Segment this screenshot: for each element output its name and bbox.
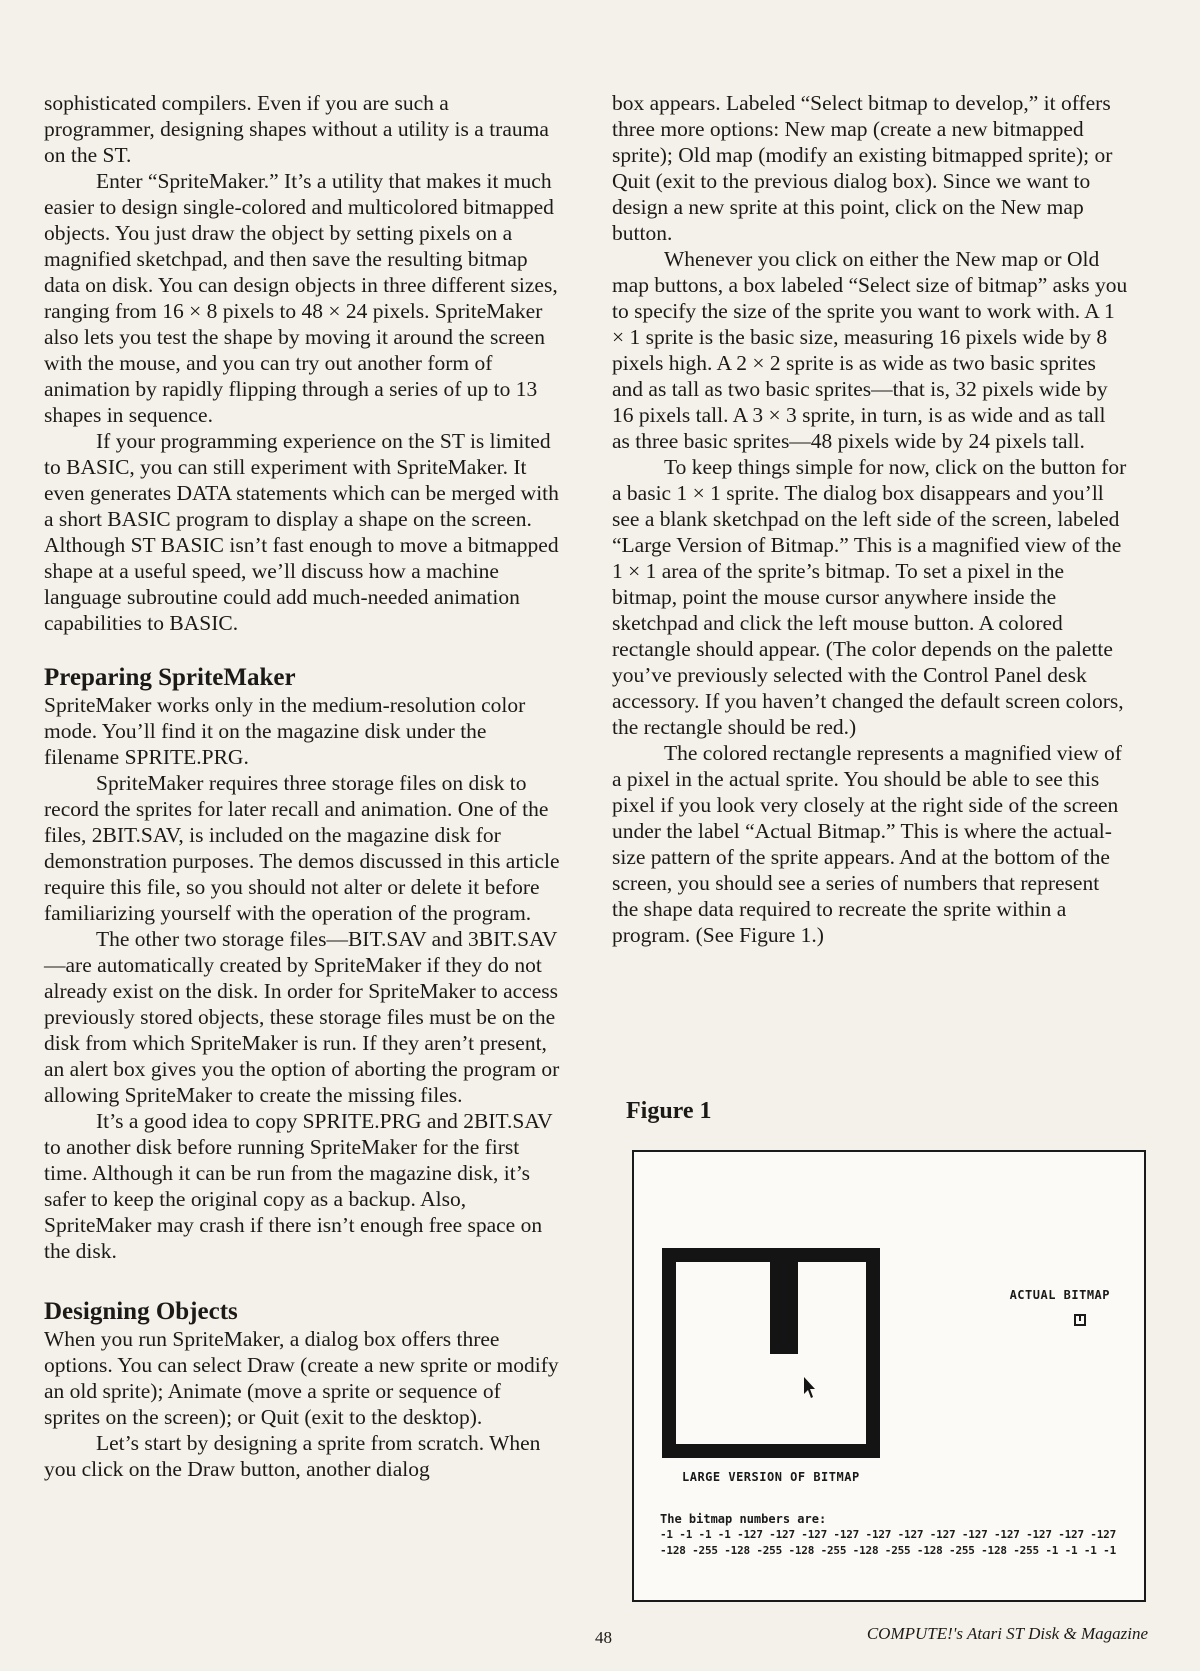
section-heading-designing: Designing Objects [44,1298,238,1325]
magazine-footer: COMPUTE!'s Atari ST Disk & Magazine [866,1624,1148,1643]
actual-bitmap-label: ACTUAL BITMAP [1009,1288,1110,1302]
right-column [612,90,1128,948]
figure-screenshot [632,1150,1146,1602]
paragraph: The other two storage files—BIT.SAV and 3BIT.SAV—are automatically created by SpriteMaker if they do not already exist on the disk. In order for SpriteMaker to access previously stored objects, these storage files must be on the disk from which SpriteMaker is run. If they aren’t present, an alert box gives you the option of aborting the program or allowing SpriteMaker to create the missing files. [44,927,560,1107]
paragraph: box appears. Labeled “Select bitmap to develop,” it offers three more options: New map (create a new bitmapped sprite); Old map (modify an existing bitmapped sprite); or Quit (exit to the previous dialog box). Since we want to design a new sprite at this point, click on the New map button. [612,91,1113,245]
left-column [44,90,560,1482]
paragraph: SpriteMaker works only in the medium-resolution color mode. You’ll find it on the magazine disk under the filename SPRITE.PRG. [44,693,526,769]
paragraph: If your programming experience on the ST is limited to BASIC, you can still experiment with SpriteMaker. It even generates DATA statements which can be merged with a short BASIC program to display a shape on the screen. Although ST BASIC isn’t fast enough to move a bitmapped shape at a useful speed, we’ll discuss how a machine language subroutine could add much-needed animation capabilities to BASIC. [44,429,559,635]
large-bitmap-frame [662,1248,880,1458]
paragraph: It’s a good idea to copy SPRITE.PRG and 2BIT.SAV to another disk before running SpriteMaker for the first time. Although it can be run from the magazine disk, it’s safer to keep the original copy as a backup. Also, SpriteMaker may crash if there isn’t enough free space on the disk. [44,1109,553,1263]
page-number: 48 [595,1628,612,1647]
paragraph: SpriteMaker requires three storage files on disk to record the sprites for later recall and animation. One of the files, 2BIT.SAV, is included on the magazine disk for demonstration purposes. The demos discussed in this article require this file, so you should not alter or delete it before familiarizing yourself with the operation of the program. [44,771,560,925]
figure-title: Figure 1 [626,1098,712,1124]
paragraph: To keep things simple for now, click on the button for a basic 1 × 1 sprite. The dialog box disappears and you’ll see a blank sketchpad on the left side of the screen, labeled “Large Version of Bitmap.” This is a magnified view of the 1 × 1 area of the sprite’s bitmap. To set a pixel in the bitmap, point the mouse cursor anywhere inside the sketchpad and click the left mouse button. A colored rectangle should appear. (The color depends on the palette you’ve previously selected with the Control Panel desk accessory. If you haven’t changed the default screen colors, the rectangle should be red.) [612,455,1127,739]
sketchpad [676,1262,866,1444]
paragraph: sophisticated compilers. Even if you are such a programmer, designing shapes without a utility is a trauma on the ST. [44,91,549,167]
paragraph: When you run SpriteMaker, a dialog box offers three options. You can select Draw (create a new sprite or modify an old sprite); Animate (move a sprite or sequence of sprites on the screen); or Quit (exit to the desktop). [44,1327,559,1429]
bitmap-numbers-line: -1 -1 -1 -1 -127 -127 -127 -127 -127 -127 -127 -127 -127 -127 -127 -127 [660,1528,1117,1541]
bitmap-numbers-line: -128 -255 -128 -255 -128 -255 -128 -255 -128 -255 -128 -255 -1 -1 -1 -1 [660,1544,1117,1557]
set-pixel-column [770,1262,798,1354]
paragraph: Whenever you click on either the New map or Old map buttons, a box labeled “Select size of bitmap” asks you to specify the size of the sprite you want to work with. A 1 × 1 sprite is the basic size, measuring 16 pixels wide by 8 pixels high. A 2 × 2 sprite is as wide as two basic sprites and as tall as two basic sprites—that is, 32 pixels wide by 16 pixels tall. A 3 × 3 sprite, in turn, is as wide and as tall as three basic sprites—48 pixels wide by 24 pixels tall. [612,247,1128,453]
section-heading-preparing: Preparing SpriteMaker [44,664,296,691]
mouse-cursor-icon [802,1376,816,1400]
large-version-label: LARGE VERSION OF BITMAP [682,1470,860,1484]
bitmap-numbers-label: The bitmap numbers are: [660,1512,827,1526]
paragraph: Enter “SpriteMaker.” It’s a utility that makes it much easier to design single-colored and multicolored bitmapped objects. You just draw the object by setting pixels on a magnified sketchpad, and then save the resulting bitmap data on disk. You can design objects in three different sizes, ranging from 16 × 8 pixels to 48 × 24 pixels. SpriteMaker also lets you test the shape by moving it around the screen with the mouse, and you can try out another form of animation by rapidly flipping through a series of up to 13 shapes in sequence. [44,169,558,427]
paragraph: Let’s start by designing a sprite from scratch. When you click on the Draw button, another dialog [44,1431,541,1481]
paragraph: The colored rectangle represents a magnified view of a pixel in the actual sprite. You should be able to see this pixel if you look very closely at the right side of the screen under the label “Actual Bitmap.” This is where the actual-size pattern of the sprite appears. And at the bottom of the screen, you should see a series of numbers that represent the shape data required to recreate the sprite within a program. (See Figure 1.) [612,741,1122,947]
actual-bitmap-icon [1074,1314,1086,1326]
